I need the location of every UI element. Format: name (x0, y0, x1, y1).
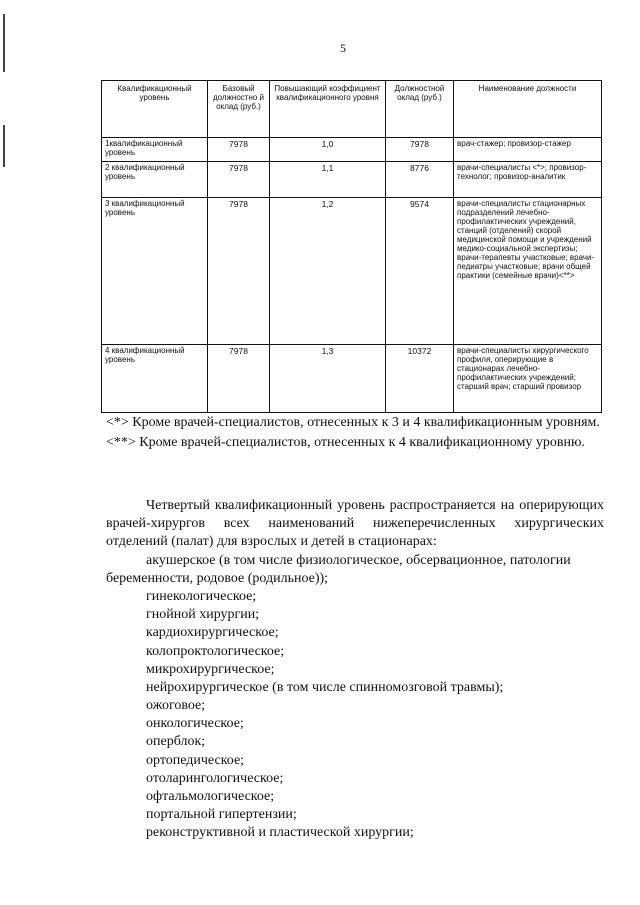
cell-base-salary: 7978 (208, 345, 270, 413)
table-header-row (102, 81, 602, 138)
list-item: офтальмологическое; (146, 789, 275, 804)
list-item: гинекологическое; (146, 588, 257, 604)
table-row (102, 138, 602, 162)
cell-base-salary: 7978 (208, 198, 270, 345)
footnotes (106, 413, 604, 453)
cell-positions: врач-стажер; провизор-стажер (454, 138, 602, 162)
cell-base-salary: 7978 (208, 162, 270, 198)
cell-coefficient: 1,1 (270, 162, 386, 198)
intro-paragraph: Четвертый квалификационный уровень распространяется на оперирующих врачей-хирургов всех наименований нижеперечисленных хирургических отделений (палат) для взрослых и детей в стационарах: (106, 498, 604, 550)
list-item: акушерское (в том числе физиологическое, обсервационное, патологии беременности, родовое (родильное)); (106, 552, 571, 586)
header-salary: Должностной оклад (руб.) (386, 81, 454, 138)
list-item: кардиохирургическое; (146, 625, 279, 641)
list-item: оперблок; (146, 734, 206, 750)
cell-positions: врачи-специалисты стационарных подразделений лечебно-профилактических учреждений, станций (отделений) скорой медицинской помощи и учреждений медико-социальной экспертизы; врачи-терапевты участковые; врачи-педиатры участковые; врачи общей практики (семейные врачи)<**> (454, 198, 602, 345)
list-item: портальной гипертензии; (146, 807, 297, 823)
cell-base-salary: 7978 (208, 138, 270, 162)
list-item: реконструктивной и пластической хирургии; (146, 825, 414, 841)
cell-level: 2 квалификационный уровень (102, 162, 208, 198)
cell-coefficient: 1,2 (270, 198, 386, 345)
qualification-table (101, 80, 602, 413)
page-number: 5 (340, 41, 346, 55)
footnote-double-asterisk: <**> Кроме врачей-специалистов, отнесенных к 4 квалификационному уровню. (106, 434, 585, 450)
list-item: микрохирургическое; (146, 661, 275, 677)
table-row (102, 162, 602, 198)
list-item: онкологическое; (146, 716, 244, 732)
cell-salary: 7978 (386, 138, 454, 162)
cell-salary: 10372 (386, 345, 454, 413)
scan-margin-mark (3, 14, 5, 72)
cell-positions: врачи-специалисты <*>; провизор-технолог; провизор-аналитик (454, 162, 602, 198)
list-item: ортопедическое; (146, 752, 245, 768)
cell-coefficient: 1,0 (270, 138, 386, 162)
cell-salary: 8776 (386, 162, 454, 198)
body-text (106, 497, 604, 843)
cell-level: 4 квалификационный уровень (102, 345, 208, 413)
header-position-name: Наименование должности (454, 81, 602, 138)
footnote-single-asterisk: <*> Кроме врачей-специалистов, отнесенных к 3 и 4 квалификационным уровням. (106, 415, 600, 430)
cell-level: 3 квалификационный уровень (102, 198, 208, 345)
list-item: нейрохирургическое (в том числе спинномозговой травмы); (146, 679, 504, 695)
header-coefficient: Повышающий коэффициент квалификационного уровня (270, 81, 386, 138)
cell-positions: врачи-специалисты хирургического профиля, оперирующие в стационарах лечебно-профилактических учреждений; старший врач; старший провизор (454, 345, 602, 413)
list-item: отоларингологическое; (146, 770, 284, 786)
header-base-salary: Базовый должностно й оклад (руб.) (208, 81, 270, 138)
header-level: Квалификационный уровень (102, 81, 208, 138)
cell-salary: 9574 (386, 198, 454, 345)
scan-margin-mark (3, 125, 5, 167)
table-row (102, 198, 602, 345)
table-row (102, 345, 602, 413)
list-item: ожоговое; (146, 698, 206, 714)
cell-level: 1квалификационный уровень (102, 138, 208, 162)
list-item: гнойной хирургии; (146, 607, 260, 623)
list-item: колопроктологическое; (146, 643, 285, 659)
cell-coefficient: 1,3 (270, 345, 386, 413)
